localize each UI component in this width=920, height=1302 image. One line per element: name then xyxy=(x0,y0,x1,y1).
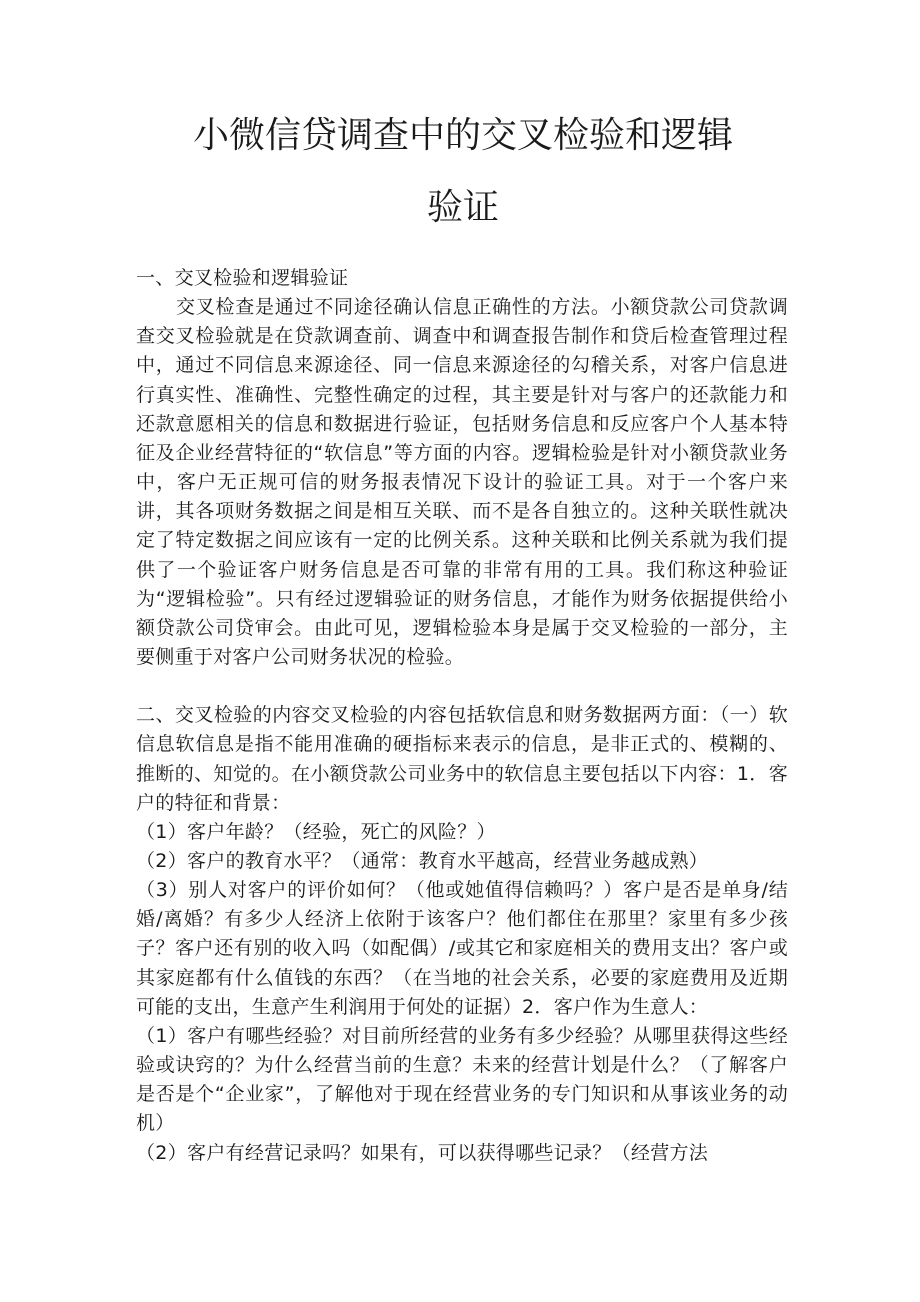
list-item-experience: （1）客户有哪些经验？对目前所经营的业务有多少经验？从哪里获得这些经验或诀窍的？为什么经营当前的生意？未来的经营计划是什么？（了解客户是否是个“企业家”，了解他对于现在经营业务的专门知识和从事该业务的动机） xyxy=(136,1024,788,1135)
section-heading-2-paragraph: 二、交叉检验的内容交叉检验的内容包括软信息和财务数据两方面：（一）软信息软信息是指不能用准确的硬指标来表示的信息，是非正式的、模糊的、推断的、知觉的。在小额贷款公司业务中的软信息主要包括以下内容：1．客户的特征和背景： xyxy=(136,704,788,814)
list-item-age: （1）客户年龄？（经验，死亡的风险？） xyxy=(136,820,496,843)
list-item-records: （2）客户有经营记录吗？如果有，可以获得哪些记录？（经营方法 xyxy=(136,1141,709,1164)
list-item-evaluation: （3）别人对客户的评价如何？（他或她值得信赖吗？）客户是否是单身/结婚/离婚？有多少人经济上依附于该客户？他们都住在那里？家里有多少孩子？客户还有别的收入吗（如配偶）/或其它和家庭相关的费用支出？客户或其家庭都有什么值钱的东西？（在当地的社会关系，必要的家庭费用及近期可能的支出，生意产生利润用于何处的证据）2．客户作为生意人： xyxy=(136,879,788,1018)
body-paragraph-1: 交叉检查是通过不同途径确认信息正确性的方法。小额贷款公司贷款调查交叉检验就是在贷款调查前、调查中和调查报告制作和贷后检查管理过程中，通过不同信息来源途径、同一信息来源途径的勾稽关系，对客户信息进行真实性、准确性、完整性确定的过程，其主要是针对与客户的还款能力和还款意愿相关的信息和数据进行验证，包括财务信息和反应客户个人基本特征及企业经营特征的“软信息”等方面的内容。逻辑检验是针对小额贷款业务中，客户无正规可信的财务报表情况下设计的验证工具。对于一个客户来讲，其各项财务数据之间是相互关联、而不是各自独立的。这种关联性就决定了特定数据之间应该有一定的比例关系。这种关联和比例关系就为我们提供了一个验证客户财务信息是否可靠的非常有用的工具。我们称这种验证为“逻辑检验”。只有经过逻辑验证的财务信息，才能作为财务依据提供给小额贷款公司贷审会。由此可见，逻辑检验本身是属于交叉检验的一部分，主要侧重于对客户公司财务状况的检验。 xyxy=(136,296,788,669)
list-item-education: （2）客户的教育水平？（通常：教育水平越高，经营业务越成熟） xyxy=(136,849,709,872)
document-body xyxy=(136,264,788,1168)
document-title-line-1: 小微信贷调查中的交叉检验和逻辑 xyxy=(192,115,733,156)
section-heading-1: 一、交叉检验和逻辑验证 xyxy=(136,267,349,289)
document-title-line-2: 验证 xyxy=(426,187,499,228)
